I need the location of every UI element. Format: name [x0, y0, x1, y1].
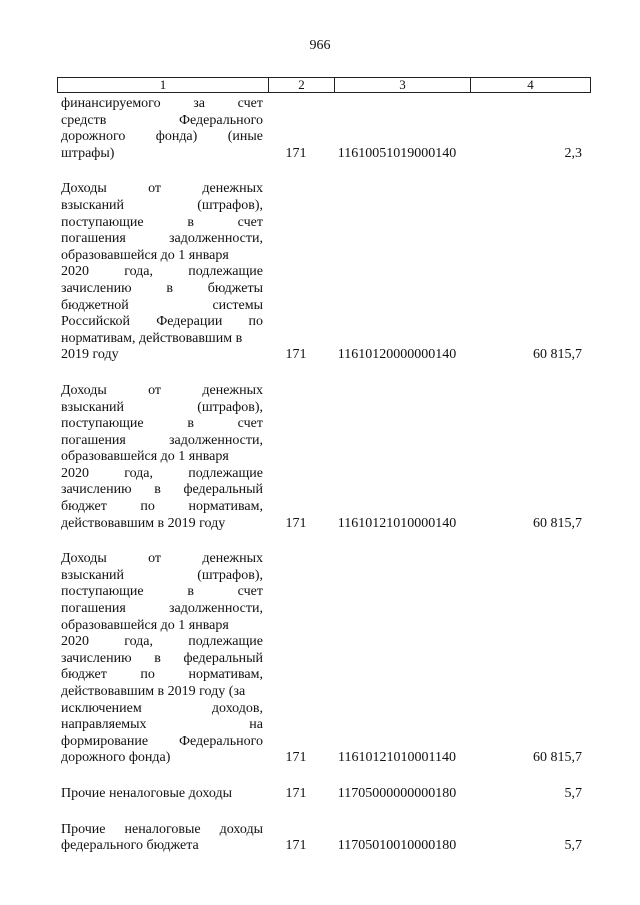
- name-word: (иные: [227, 129, 263, 145]
- name-line: [61, 298, 263, 315]
- income-name: [57, 96, 263, 162]
- name-line: [61, 734, 263, 751]
- name-word: подлежащие: [188, 465, 263, 481]
- name-word: Доходы: [61, 551, 107, 567]
- name-word: года,: [124, 465, 154, 481]
- name-word: поступающие: [61, 416, 144, 432]
- name-word: задолженности,: [168, 231, 263, 247]
- name-word: доходов,: [211, 700, 263, 716]
- name-line: [61, 281, 263, 298]
- name-line: [61, 129, 263, 146]
- budget-code: 11610051019000140: [337, 145, 457, 161]
- name-line: [61, 400, 263, 417]
- name-line: [61, 264, 263, 281]
- name-line: [61, 601, 263, 618]
- name-word: образовавшейся до 1 января: [61, 247, 229, 263]
- amount-value: 60 815,7: [533, 515, 582, 531]
- name-word: от: [148, 382, 162, 398]
- budget-code: 11610121010001140: [338, 750, 456, 766]
- name-line: [61, 231, 263, 248]
- name-word: задолженности,: [168, 432, 263, 448]
- name-word: средств: [61, 112, 107, 128]
- name-word: задолженности,: [168, 601, 263, 617]
- name-word: по: [140, 667, 155, 683]
- amount-value: 2,3: [564, 145, 582, 161]
- name-word: 2020: [61, 264, 89, 280]
- name-line: [61, 838, 263, 855]
- name-line: [61, 449, 263, 466]
- name-word: счет: [237, 96, 263, 111]
- amount-value: 5,7: [564, 785, 582, 801]
- name-word: поступающие: [61, 584, 144, 600]
- header-col-4: 4: [527, 77, 534, 92]
- name-word: в: [166, 280, 173, 296]
- name-word: денежных: [202, 382, 263, 398]
- name-word: бюджеты: [207, 280, 263, 296]
- name-word: погашения: [61, 601, 126, 617]
- amount-value: 60 815,7: [533, 750, 582, 766]
- name-word: дорожного фонда): [61, 750, 171, 766]
- header-col-2: 2: [269, 78, 335, 92]
- name-word: погашения: [61, 231, 126, 247]
- table-row: [57, 822, 591, 855]
- name-line: [61, 701, 263, 718]
- admin-code: 171: [285, 145, 307, 161]
- name-word: в: [154, 650, 161, 666]
- name-word: года,: [124, 634, 154, 650]
- name-line: [61, 433, 263, 450]
- budget-code: 11610121010000140: [337, 515, 457, 531]
- name-word: 2020: [61, 634, 89, 650]
- amount-value: 60 815,7: [533, 347, 582, 363]
- name-word: зачислению: [61, 280, 132, 296]
- name-line: [61, 96, 263, 113]
- name-line: [61, 786, 263, 803]
- name-word: счет: [237, 584, 263, 600]
- name-line: [61, 584, 263, 601]
- name-word: доходы: [219, 821, 263, 837]
- budget-code: 11705000000000180: [337, 785, 457, 801]
- name-word: образовавшейся до 1 января: [61, 617, 229, 633]
- name-line: [61, 466, 263, 483]
- name-line: [61, 314, 263, 331]
- name-line: [61, 482, 263, 499]
- name-word: года,: [124, 264, 154, 280]
- name-word: погашения: [61, 432, 126, 448]
- name-word: (штрафов),: [197, 399, 263, 415]
- name-line: [61, 383, 263, 400]
- name-line: [61, 248, 263, 265]
- name-line: [61, 146, 263, 163]
- name-word: подлежащие: [188, 634, 263, 650]
- name-line: [61, 651, 263, 668]
- name-word: неналоговые: [124, 821, 201, 837]
- name-word: нормативам, действовавшим в: [61, 330, 243, 346]
- name-line: [61, 499, 263, 516]
- name-word: в: [187, 416, 194, 432]
- name-word: взысканий: [61, 197, 125, 213]
- name-line: [61, 717, 263, 734]
- name-word: взысканий: [61, 567, 125, 583]
- name-word: счет: [237, 416, 263, 432]
- table-row: [57, 96, 591, 162]
- name-line: [61, 568, 263, 585]
- name-word: Прочие неналоговые доходы: [61, 785, 233, 801]
- admin-code: 171: [285, 515, 307, 531]
- name-line: [61, 198, 263, 215]
- table-body: [57, 96, 591, 874]
- header-col-3: 3: [335, 78, 471, 92]
- name-word: от: [148, 181, 162, 197]
- name-word: (штрафов),: [197, 197, 263, 213]
- table-row: [57, 181, 591, 364]
- name-word: штрафы): [61, 145, 115, 161]
- name-word: на: [249, 717, 263, 733]
- name-line: [61, 347, 263, 364]
- name-word: образовавшейся до 1 января: [61, 449, 229, 465]
- name-line: [61, 516, 263, 533]
- name-word: Прочие: [61, 821, 106, 837]
- name-line: [61, 416, 263, 433]
- name-word: нормативам,: [188, 667, 263, 683]
- name-word: Федерального: [178, 733, 263, 749]
- name-line: [61, 181, 263, 198]
- name-word: зачислению: [61, 482, 132, 498]
- name-word: (штрафов),: [197, 567, 263, 583]
- name-word: Федерации: [156, 314, 223, 330]
- name-word: 2020: [61, 465, 89, 481]
- name-line: [61, 634, 263, 651]
- name-word: в: [187, 214, 194, 230]
- name-line: [61, 684, 263, 701]
- income-name: [57, 822, 263, 855]
- name-word: Доходы: [61, 181, 107, 197]
- name-word: по: [140, 499, 155, 515]
- name-word: бюджетной: [61, 297, 129, 313]
- admin-code: 171: [285, 347, 307, 363]
- name-word: федерального бюджета: [61, 838, 199, 854]
- name-line: [61, 822, 263, 839]
- name-word: федеральный: [183, 650, 263, 666]
- admin-code: 171: [285, 750, 307, 766]
- name-word: бюджет: [61, 499, 107, 515]
- name-word: 2019 году: [61, 347, 119, 363]
- name-word: подлежащие: [188, 264, 263, 280]
- name-word: формирование: [61, 733, 149, 749]
- page-number: 966: [309, 38, 331, 53]
- table-row: [57, 786, 591, 803]
- name-word: в: [154, 482, 161, 498]
- name-word: Федерального: [178, 112, 263, 128]
- admin-code: 171: [285, 785, 307, 801]
- name-word: поступающие: [61, 214, 144, 230]
- name-word: денежных: [202, 181, 263, 197]
- name-word: за: [193, 96, 205, 111]
- name-word: денежных: [202, 551, 263, 567]
- name-word: действовавшим в 2019 году: [61, 515, 226, 531]
- name-word: финансируемого: [61, 96, 161, 111]
- name-line: [61, 667, 263, 684]
- name-word: дорожного: [61, 129, 126, 145]
- name-word: по: [248, 314, 263, 330]
- name-word: бюджет: [61, 667, 107, 683]
- name-line: [61, 618, 263, 635]
- name-line: [61, 551, 263, 568]
- name-word: от: [148, 551, 162, 567]
- name-word: действовавшим в 2019 году (за: [61, 684, 246, 699]
- table-row: [57, 383, 591, 532]
- income-name: [57, 383, 263, 532]
- name-line: [61, 331, 263, 348]
- name-line: [61, 113, 263, 130]
- table-row: [57, 551, 591, 767]
- name-word: зачислению: [61, 650, 132, 666]
- name-word: Российской: [61, 314, 130, 330]
- name-word: взысканий: [61, 399, 125, 415]
- name-word: федеральный: [183, 482, 263, 498]
- name-word: системы: [212, 297, 263, 313]
- name-word: Доходы: [61, 382, 107, 398]
- admin-code: 171: [285, 838, 307, 854]
- budget-code: 11610120000000140: [337, 347, 457, 363]
- income-name: [57, 786, 263, 803]
- name-line: [61, 215, 263, 232]
- name-word: фонда): [155, 129, 198, 145]
- header-col-1: 1: [58, 78, 269, 92]
- name-line: [61, 750, 263, 767]
- name-word: нормативам,: [188, 499, 263, 515]
- income-name: [57, 181, 263, 364]
- name-word: счет: [237, 214, 263, 230]
- table-header: [57, 77, 591, 93]
- name-word: исключением: [61, 700, 142, 716]
- amount-value: 5,7: [564, 838, 582, 854]
- budget-code: 11705010010000180: [337, 838, 457, 854]
- name-word: направляемых: [61, 717, 147, 733]
- name-word: в: [187, 584, 194, 600]
- income-name: [57, 551, 263, 767]
